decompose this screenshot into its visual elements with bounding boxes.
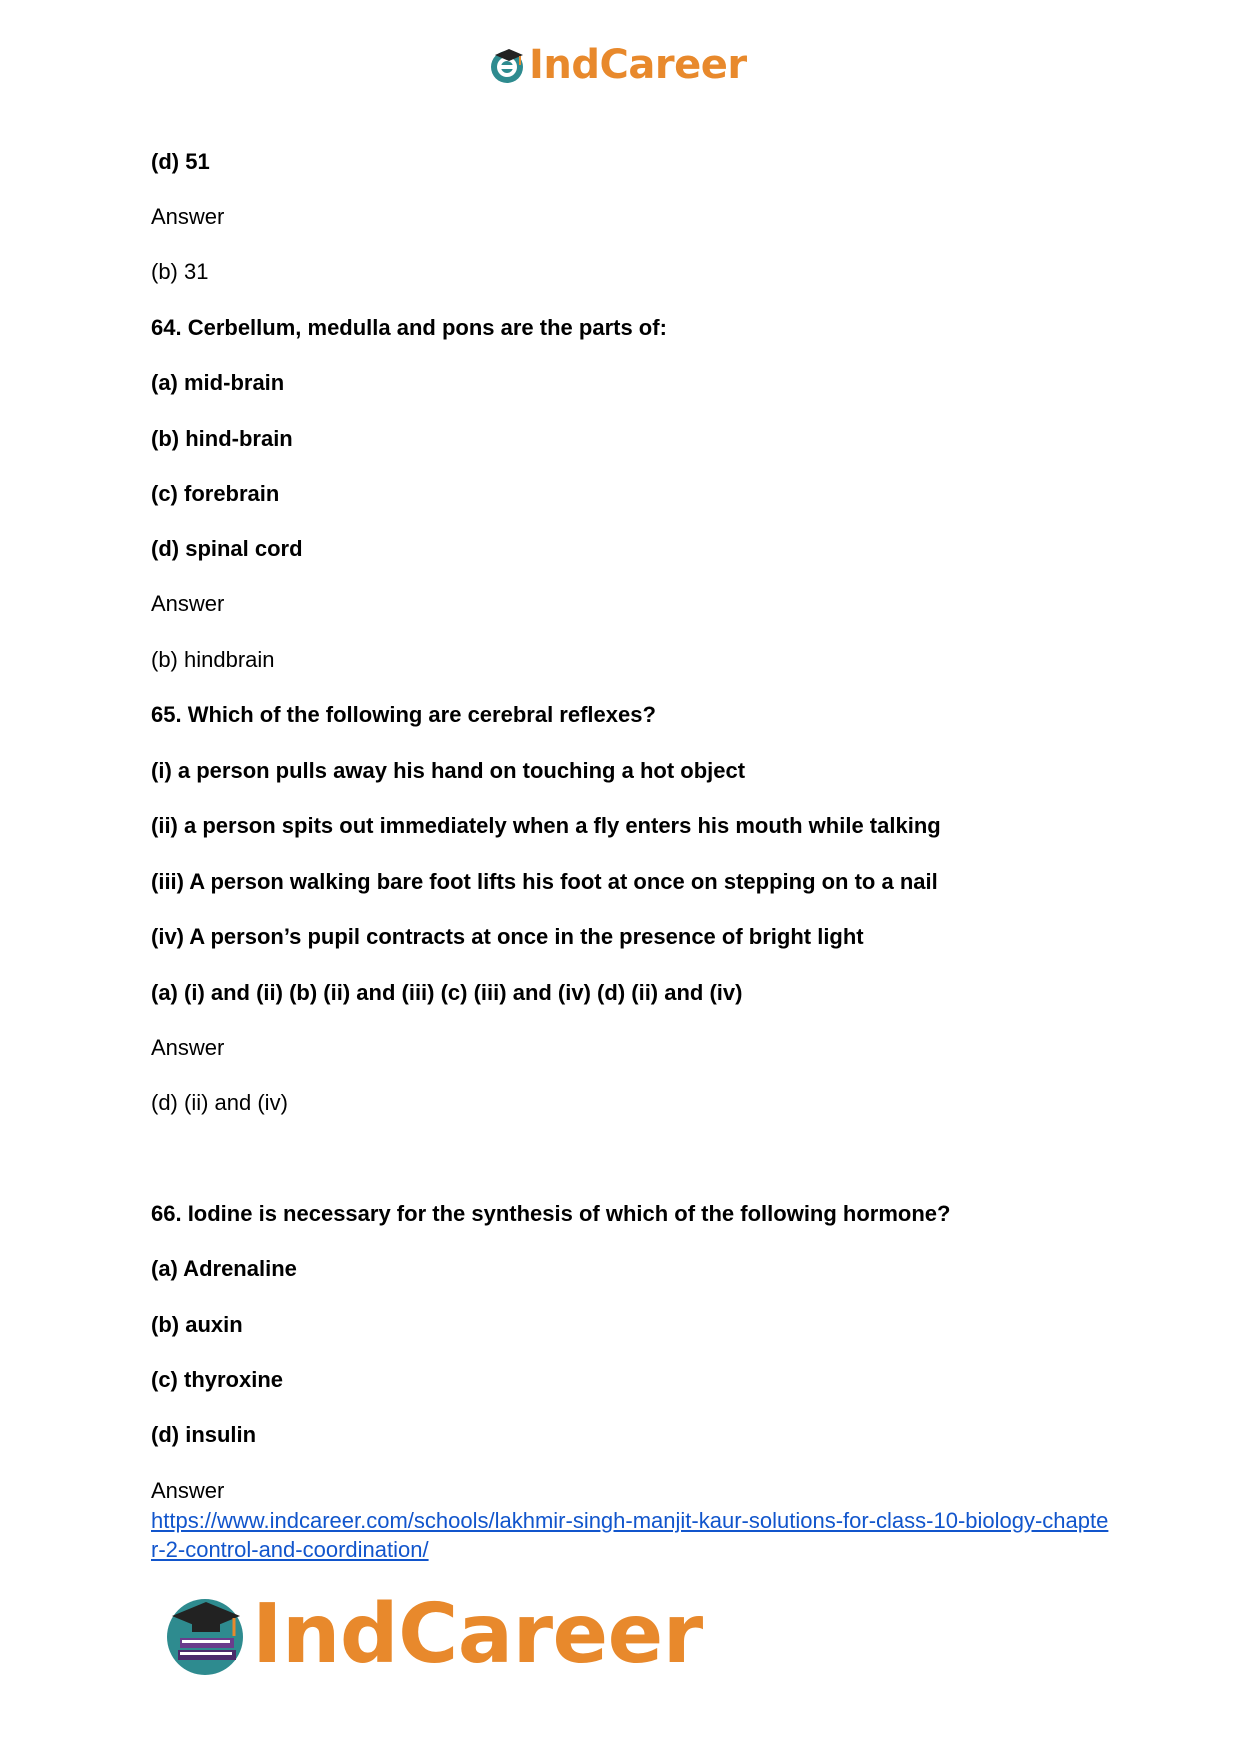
option-d-51: (d) 51 (151, 149, 210, 174)
graduation-books-icon (162, 1592, 248, 1678)
footer-logo-text: IndCareer (252, 1587, 703, 1682)
answer-label: Answer (151, 1478, 225, 1503)
header-logo-text: IndCareer (529, 42, 747, 88)
option-d: (d) spinal cord (151, 536, 303, 561)
options-line: (a) (i) and (ii) (b) (ii) and (iii) (c) (iii) and (iv) (d) (ii) and (iv) (151, 980, 743, 1005)
footer-logo (162, 1587, 703, 1682)
solutions-link[interactable]: https://www.indcareer.com/schools/lakhmir-singh-manjit-kaur-solutions-for-class-10-biology-chapter-2-control-and-coordination/ (151, 1508, 1109, 1562)
statement-ii: (ii) a person spits out immediately when a fly enters his mouth while talking (151, 813, 941, 838)
graduation-globe-icon (487, 45, 527, 85)
header-logo (487, 40, 747, 90)
answer-value: (b) hindbrain (151, 647, 275, 672)
option-d: (d) insulin (151, 1422, 257, 1447)
option-b: (b) hind-brain (151, 426, 293, 451)
answer-label: Answer (151, 591, 225, 616)
question-65: 65. Which of the following are cerebral reflexes? (151, 702, 656, 727)
option-c: (c) thyroxine (151, 1367, 284, 1392)
option-a: (a) mid-brain (151, 370, 285, 395)
statement-iv: (iv) A person’s pupil contracts at once in the presence of bright light (151, 924, 864, 949)
answer-label: Answer (151, 204, 225, 229)
option-c: (c) forebrain (151, 481, 280, 506)
question-64: 64. Cerbellum, medulla and pons are the parts of: (151, 315, 667, 340)
answer-value: (d) (ii) and (iv) (151, 1090, 288, 1115)
option-b: (b) auxin (151, 1312, 243, 1337)
statement-iii: (iii) A person walking bare foot lifts his foot at once on stepping on to a nail (151, 869, 938, 894)
statement-i: (i) a person pulls away his hand on touching a hot object (151, 758, 746, 783)
question-66: 66. Iodine is necessary for the synthesis of which of the following hormone? (151, 1201, 951, 1226)
option-a: (a) Adrenaline (151, 1256, 297, 1281)
answer-label: Answer (151, 1035, 225, 1060)
answer-value: (b) 31 (151, 259, 209, 284)
